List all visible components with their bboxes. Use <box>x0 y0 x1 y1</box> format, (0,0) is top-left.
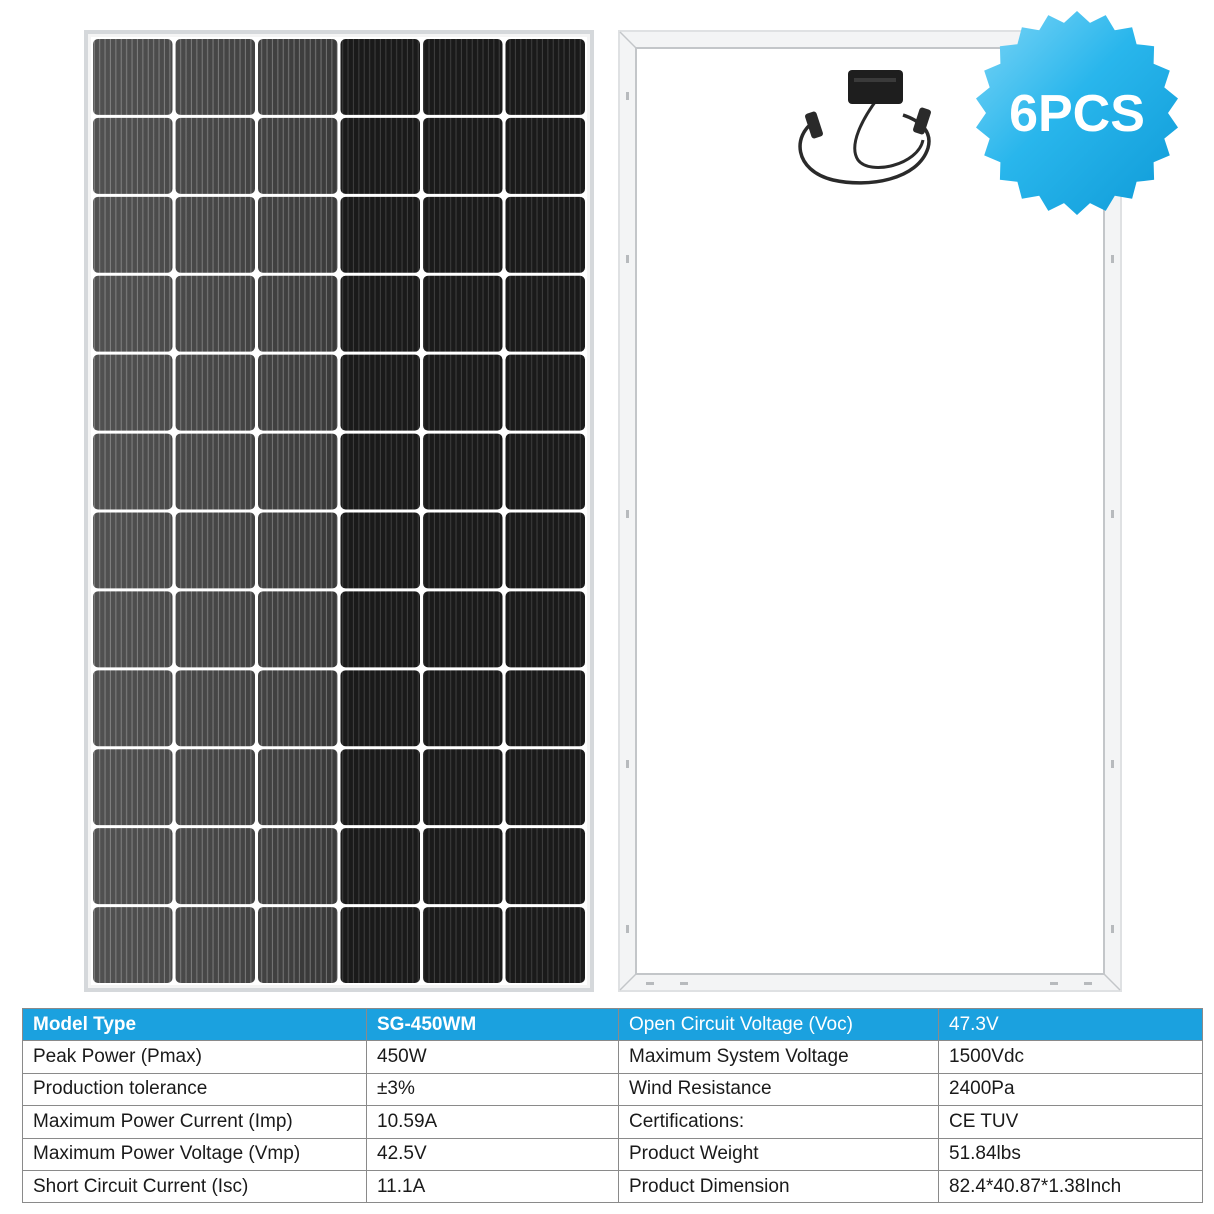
spec-value: 51.84lbs <box>939 1138 1203 1170</box>
solar-cell <box>423 355 503 431</box>
solar-cell <box>341 907 421 983</box>
solar-cell <box>423 434 503 510</box>
spec-table <box>22 1008 1203 1203</box>
spec-value: 11.1A <box>367 1170 619 1202</box>
solar-panel-front-image <box>84 30 594 992</box>
spec-value: 2400Pa <box>939 1073 1203 1105</box>
solar-cell <box>423 670 503 746</box>
solar-cell <box>506 670 586 746</box>
spec-value: 450W <box>367 1041 619 1073</box>
solar-cell <box>506 39 586 115</box>
solar-cell <box>341 670 421 746</box>
spec-label: Production tolerance <box>23 1073 367 1105</box>
spec-table-row <box>23 1170 1203 1202</box>
spec-label: Wind Resistance <box>619 1073 939 1105</box>
spec-label: Product Weight <box>619 1138 939 1170</box>
solar-cell <box>506 118 586 194</box>
solar-cell <box>341 118 421 194</box>
spec-table-row <box>23 1106 1203 1138</box>
spec-value: SG-450WM <box>367 1009 619 1041</box>
solar-cell <box>506 513 586 589</box>
solar-cell <box>506 355 586 431</box>
spec-label: Open Circuit Voltage (Voc) <box>619 1009 939 1041</box>
spec-value: 47.3V <box>939 1009 1203 1041</box>
solar-cell <box>341 39 421 115</box>
spec-table-header-row <box>23 1009 1203 1041</box>
spec-value: 10.59A <box>367 1106 619 1138</box>
solar-cell <box>506 197 586 273</box>
badge-label: 6PCS <box>1009 85 1145 143</box>
spec-table-row <box>23 1073 1203 1105</box>
spec-label: Maximum Power Voltage (Vmp) <box>23 1138 367 1170</box>
spec-label: Product Dimension <box>619 1170 939 1202</box>
solar-cell <box>423 118 503 194</box>
solar-cell <box>341 355 421 431</box>
solar-cell <box>506 434 586 510</box>
solar-cell <box>423 907 503 983</box>
quantity-badge <box>974 10 1180 216</box>
solar-cell <box>506 828 586 904</box>
spec-value: 82.4*40.87*1.38Inch <box>939 1170 1203 1202</box>
spec-value: 1500Vdc <box>939 1041 1203 1073</box>
solar-cell <box>506 276 586 352</box>
solar-cell <box>341 828 421 904</box>
solar-cell <box>341 276 421 352</box>
spec-label: Certifications: <box>619 1106 939 1138</box>
solar-cell <box>341 591 421 667</box>
spec-label: Short Circuit Current (Isc) <box>23 1170 367 1202</box>
solar-cell <box>506 749 586 825</box>
solar-cell <box>341 197 421 273</box>
spec-label: Maximum Power Current (Imp) <box>23 1106 367 1138</box>
spec-label: Maximum System Voltage <box>619 1041 939 1073</box>
solar-cell <box>423 513 503 589</box>
solar-cell <box>423 591 503 667</box>
spec-label: Model Type <box>23 1009 367 1041</box>
solar-cell <box>506 591 586 667</box>
starburst-badge-icon <box>974 10 1180 216</box>
solar-cell <box>506 907 586 983</box>
solar-cell <box>423 749 503 825</box>
solar-cell <box>423 828 503 904</box>
spec-table-row <box>23 1138 1203 1170</box>
solar-cell <box>341 434 421 510</box>
solar-cell <box>341 513 421 589</box>
spec-value: CE TUV <box>939 1106 1203 1138</box>
spec-value: ±3% <box>367 1073 619 1105</box>
spec-value: 42.5V <box>367 1138 619 1170</box>
spec-table-row <box>23 1041 1203 1073</box>
solar-cell <box>341 749 421 825</box>
solar-cell <box>423 197 503 273</box>
solar-cell <box>423 39 503 115</box>
solar-cell <box>423 276 503 352</box>
spec-label: Peak Power (Pmax) <box>23 1041 367 1073</box>
